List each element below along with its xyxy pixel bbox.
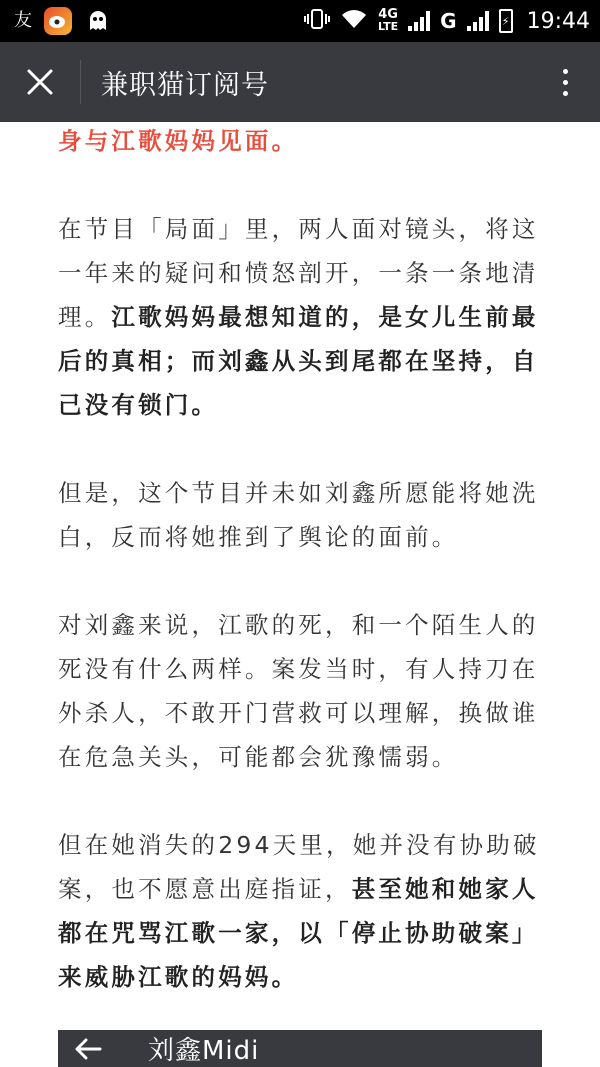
bold-text: 甚至她和她家人都在咒骂江歌一家，以「停止协助破案」来威胁江歌的妈妈。	[58, 875, 539, 991]
status-bar	[0, 0, 600, 42]
article-body[interactable]	[0, 122, 600, 1067]
clock: 19:44	[526, 8, 590, 34]
back-arrow-icon	[58, 1037, 118, 1061]
paragraph-4	[58, 823, 544, 999]
paragraph-0	[58, 122, 544, 163]
weibo-icon	[44, 7, 72, 35]
vibrate-icon	[304, 8, 330, 34]
paragraph-3	[58, 603, 544, 779]
title-bar	[0, 42, 600, 122]
paragraph-text: 但是，这个节目并未如刘鑫所愿能将她洗白，反而将她推到了舆论的面前。	[58, 479, 539, 551]
more-dots-icon	[563, 69, 568, 74]
close-icon	[26, 68, 54, 96]
embed-title: 刘鑫Midi	[148, 1036, 260, 1066]
signal-icon-2	[467, 11, 489, 31]
battery-icon: ⚡	[499, 9, 513, 33]
paragraph-2	[58, 471, 544, 559]
network-type: 4G LTE	[377, 7, 399, 33]
more-options-button[interactable]	[530, 42, 600, 122]
embedded-screenshot	[58, 1030, 542, 1067]
highlight-text: 身与江歌妈妈见面。	[58, 127, 299, 155]
wifi-icon	[340, 8, 368, 34]
page-title: 兼职猫订阅号	[101, 69, 269, 101]
paragraph-text: 但在她消失的294天里，她并没有协助破案，也不愿意出庭指证，	[58, 831, 540, 903]
carrier-label: G	[440, 9, 457, 33]
close-button[interactable]	[0, 42, 80, 122]
paragraph-text: 在节目「局面」里，两人面对镜头，将这一年来的疑问和愤怒剖开，一条一条地清理。	[58, 215, 539, 331]
ghost-icon	[84, 7, 112, 35]
friend-icon: 友	[14, 10, 32, 31]
paragraph-text: 对刘鑫来说，江歌的死，和一个陌生人的死没有什么两样。案发当时，有人持刀在外杀人，不敢开门营救可以理解，换做谁在危急关头，可能都会犹豫懦弱。	[58, 611, 539, 771]
signal-icon	[408, 11, 430, 31]
paragraph-1	[58, 207, 544, 427]
bold-text: 江歌妈妈最想知道的，是女儿生前最后的真相；而刘鑫从头到尾都在坚持，自己没有锁门。	[58, 303, 539, 419]
